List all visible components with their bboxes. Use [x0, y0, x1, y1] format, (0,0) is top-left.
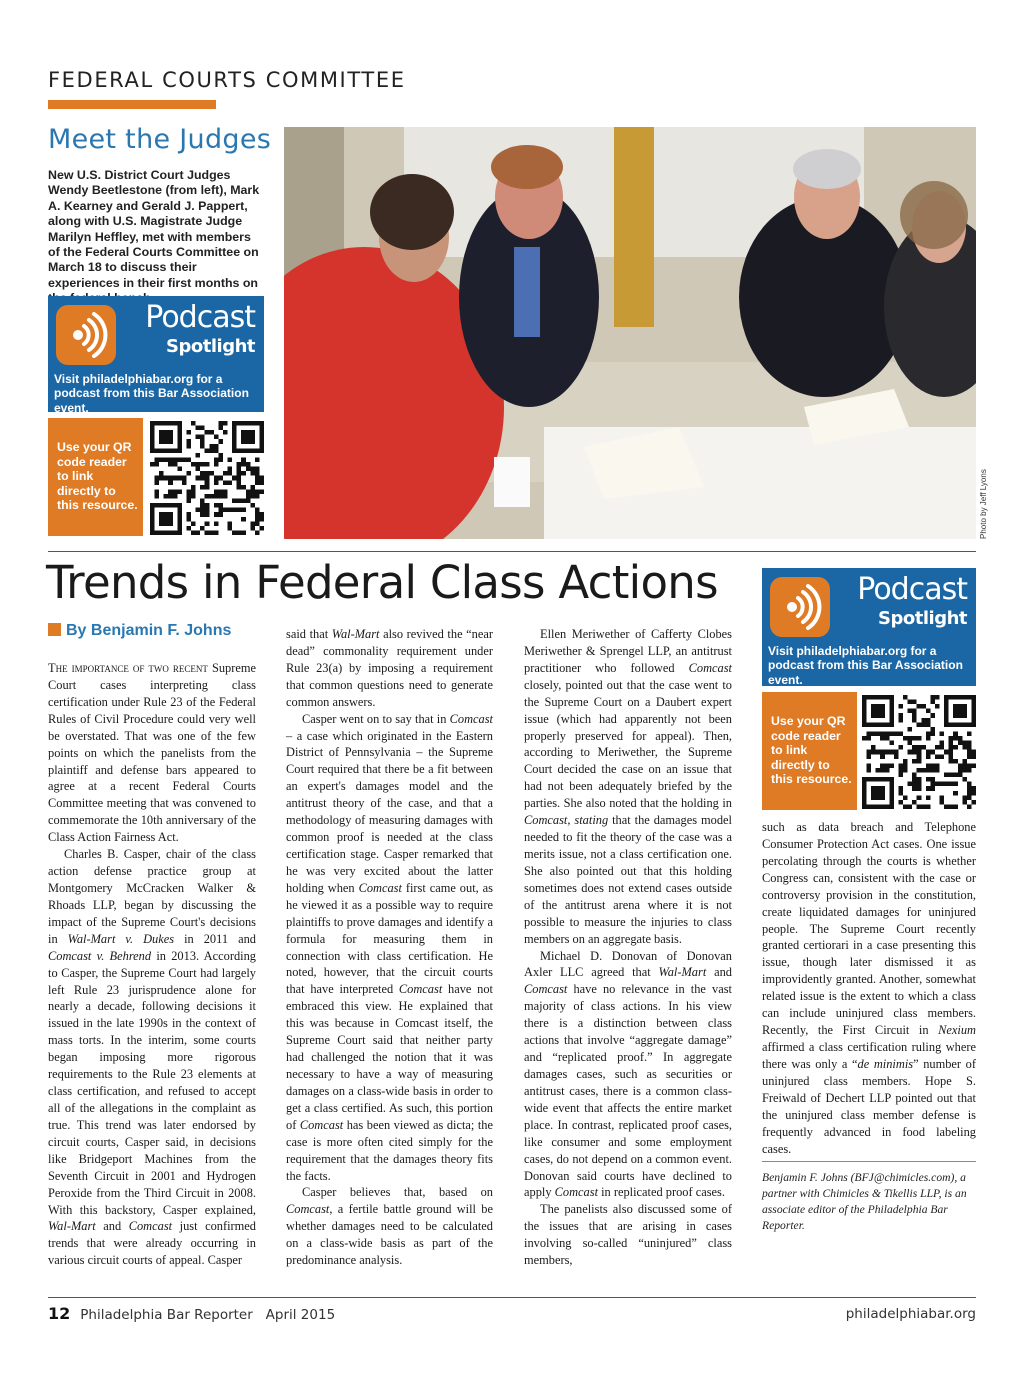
- podcast-icon: [770, 577, 830, 637]
- paragraph: [286, 626, 493, 711]
- text: Michael D. Donovan of Donovan Axler LLC agreed that: [524, 948, 732, 980]
- podcast-subtitle: Spotlight: [878, 608, 967, 629]
- case-name: Comcast: [688, 660, 732, 675]
- photo-credit: Photo by Jeff Lyons: [979, 469, 988, 539]
- podcast-spotlight-box-2[interactable]: [762, 568, 976, 686]
- case-name: Comcast: [358, 880, 402, 895]
- text: closely, pointed out that the case went to the Supreme Court on a Daubert expert issue (which had apparently not been properly preserved for appeal). Then, according to Meriwether, the Supreme Court decided the case on an issue that had not been adequately briefed by the parties. She also noted that the holding in: [524, 677, 732, 811]
- qr-instructions: Use your QR code reader to link directly to this resource.: [771, 714, 852, 786]
- text: that the damages model needed to fit the theory of the case was a merits issue, not a class certification one. She also pointed out that this holding sometimes does not extend cases outside of the antitrust arena where it is not possible to measure the injuries to class members on an aggregate basis.: [524, 813, 732, 946]
- text: also revived the “near dead” commonality requirement under Rule 23(a) by imposing a requirement that common questions need to generate common answers.: [286, 627, 493, 709]
- paragraph: [524, 948, 732, 1202]
- article-column-2: [286, 626, 493, 1269]
- text: said that: [286, 627, 332, 641]
- case-name: Comcast: [398, 982, 443, 997]
- paragraph: [762, 819, 976, 1157]
- latin-term: de minimis: [857, 1056, 914, 1071]
- case-name: Wal-Mart v. Dukes: [67, 931, 175, 946]
- article-column-1: [48, 660, 256, 1269]
- byline-square-icon: [48, 623, 61, 636]
- text: , a fertile battle ground will be whether damages need to be calculated on a class-wide basis as part of the predominance analysis.: [286, 1202, 493, 1268]
- case-name: Wal-Mart: [331, 627, 380, 641]
- judges-photo: [284, 127, 976, 539]
- divider: [48, 551, 976, 552]
- section-label: FEDERAL COURTS COMMITTEE: [48, 68, 406, 92]
- podcast-spotlight-box[interactable]: [48, 296, 264, 415]
- case-name: Comcast: [449, 711, 493, 726]
- page-number: 12: [48, 1304, 71, 1323]
- byline-text: By Benjamin F. Johns: [66, 622, 232, 639]
- text: in 2013. According to Casper, the Supreme Court had largely left Rule 23 jurisprudence alone for nearly a decade, following decisions it issued in the late 1990s in the context of mass torts. In the interim, some courts began imposing more rigorous requirements to the Rule 23 elements at class certification, and refused to accept all of the allegations in the complaint as true. This trend was later endorsed by circuit courts, Casper said, in decisions like Bridgeport Machines from the Seventh Circuit in 2001 and Hydrogen Peroxide from the Third Circuit in 2008. With this backstory, Casper explained,: [48, 948, 256, 1217]
- text: such as data breach and Telephone Consumer Protection Act cases. One issue percolating through the courts is whether Congress can, consistent with the case or controversy provision in the constitution, create liquidated damages for uninjured people. The Supreme Court recently granted certiorari in a case presenting this issue, though later dismissed it as improvidently granted. Another, somewhat related issue is the extent to which a class can include uninjured class members. Recently, the First Circuit in: [762, 820, 976, 1038]
- podcast-title: Podcast: [145, 300, 255, 335]
- text: just confirmed trends that were already occurring in various circuit courts of appeal. Casper: [48, 1219, 256, 1268]
- case-name: Comcast: [554, 1185, 599, 1200]
- qr-code-icon[interactable]: [862, 695, 976, 809]
- qr-code-icon[interactable]: [150, 421, 264, 535]
- text: have not embraced this view. He explained that this was because in Comcast itself, the Supreme Court said that neither party had challenged the notion that it was necessary to have a way of measuring damages on a class-wide basis in order to get a class certified. As such, this portion of: [286, 982, 493, 1132]
- lead-in: The importance of two recent: [48, 661, 208, 675]
- case-name: Comcast: [524, 982, 568, 997]
- author-note: Benjamin F. Johns (BFJ@chimicles.com), a partner with Chimicles & Tikellis LLP, is an associate editor of the Philadelphia Bar Reporter.: [762, 1161, 976, 1234]
- footer-website[interactable]: philadelphiabar.org: [845, 1306, 976, 1322]
- publication-info: Philadelphia Bar Reporter April 2015: [80, 1307, 336, 1323]
- paragraph: The panelists also discussed some of the issues that are arising in cases involving so-called “uninjured” class members,: [524, 1202, 732, 1268]
- podcast-title: Podcast: [857, 572, 967, 607]
- article-headline: Trends in Federal Class Actions: [46, 556, 718, 609]
- footer-divider: [48, 1297, 976, 1298]
- paragraph: [48, 660, 256, 846]
- byline: [48, 622, 231, 640]
- text: first came out, as he viewed it as a possible way to require plaintiffs to prove damages and identify a formula for measuring them in connection with class certification. He noted, however, that the circuit courts that have interpreted: [286, 880, 493, 997]
- paragraph: [524, 626, 732, 948]
- section-accent-bar: [48, 100, 216, 109]
- podcast-visit-text: Visit philadelphiabar.org for a podcast from this Bar Association event.: [768, 644, 963, 687]
- podcast-icon: [56, 305, 116, 365]
- qr-instructions: Use your QR code reader to link directly to this resource.: [57, 440, 138, 512]
- case-name: Comcast, stating: [524, 813, 609, 828]
- meet-the-judges-title: Meet the Judges: [48, 124, 272, 155]
- text: Casper believes that, based on: [302, 1185, 493, 1200]
- article-column-4: [762, 819, 976, 1157]
- text: Supreme Court cases interpreting class certification under Rule 23 of the Federal Rules of Civil Procedure could very well be overstated. That was one of the few points on which the panelists from the plaintiff and defense bars appeared to agree at a recent Federal Courts Committee meeting that was convened to commemorate the 10th anniversary of the Class Action Fairness Act.: [48, 661, 256, 845]
- footer-left: [48, 1304, 335, 1323]
- text: have no relevance in the vast majority of class actions. In his view there is a distinction between class actions that involve “aggregate damage” and “replicated proof.” In aggregate damages cases, such as securities or antitrust cases, there is a common class-wide event that affects the entire market place. In contrast, replicated proof cases, like consumer and some employment cases, do not depend on a common event. Donovan said courts have declined to apply: [524, 982, 732, 1200]
- text: in 2011 and: [174, 931, 256, 946]
- text: – a case which originated in the Eastern District of Pennsylvania – the Supreme Court required that there be a fit between an expert's damages model and the antitrust theory of the case, and that a methodology of measuring damages with common proof is needed at the class certification stage. Casper remarked that he was very excited about the latter holding when: [286, 728, 493, 895]
- case-name: Comcast: [128, 1219, 173, 1234]
- text: has been viewed as dicta; the case is more often cited simply for the requirement that the damages theory fits the facts.: [286, 1117, 493, 1183]
- text: in replicated proof cases.: [598, 1185, 725, 1200]
- case-name: Comcast v. Behrend: [48, 948, 152, 963]
- text: ” number of uninjured class members. Hope S. Freiwald of Dechert LLP pointed out that the uninjured class member defense is frequently advanced in food labeling cases.: [762, 1056, 976, 1156]
- podcast-subtitle: Spotlight: [166, 336, 255, 357]
- qr-code-box[interactable]: [48, 418, 264, 536]
- case-name: Comcast: [299, 1117, 344, 1132]
- podcast-visit-text: Visit philadelphiabar.org for a podcast from this Bar Association event.: [54, 372, 249, 415]
- paragraph: [286, 1184, 493, 1269]
- text: Charles B. Casper, chair of the class action defense practice group at Montgomery McCracken Walker & Rhoads LLP, began by discussing the impact of the Supreme Court's decisions in: [48, 847, 256, 946]
- text: affirmed a class certification ruling where there was only a “: [762, 1039, 976, 1071]
- case-name: Comcast: [286, 1202, 330, 1217]
- qr-code-box-2[interactable]: [762, 692, 976, 810]
- case-name: Wal-Mart: [658, 965, 707, 980]
- text: Ellen Meriwether of Cafferty Clobes Meriwether & Sprengel LLP, an antitrust practitioner who followed: [524, 627, 732, 675]
- text: and: [95, 1219, 129, 1234]
- case-name: Wal-Mart: [48, 1219, 96, 1234]
- photo-caption: New U.S. District Court Judges Wendy Beetlestone (from left), Mark A. Kearney and Gerald J. Pappert, along with U.S. Magistrate Judge Marilyn Heffley, met with members of the Federal Courts Committee on March 18 to discuss their experiences in their first months on: [48, 168, 260, 290]
- text: Casper went on to say that in: [302, 711, 450, 726]
- case-name: Nexium: [938, 1023, 976, 1038]
- article-column-3: [524, 626, 732, 1269]
- paragraph: [286, 711, 493, 1185]
- text: and: [706, 965, 732, 980]
- paragraph: [48, 846, 256, 1269]
